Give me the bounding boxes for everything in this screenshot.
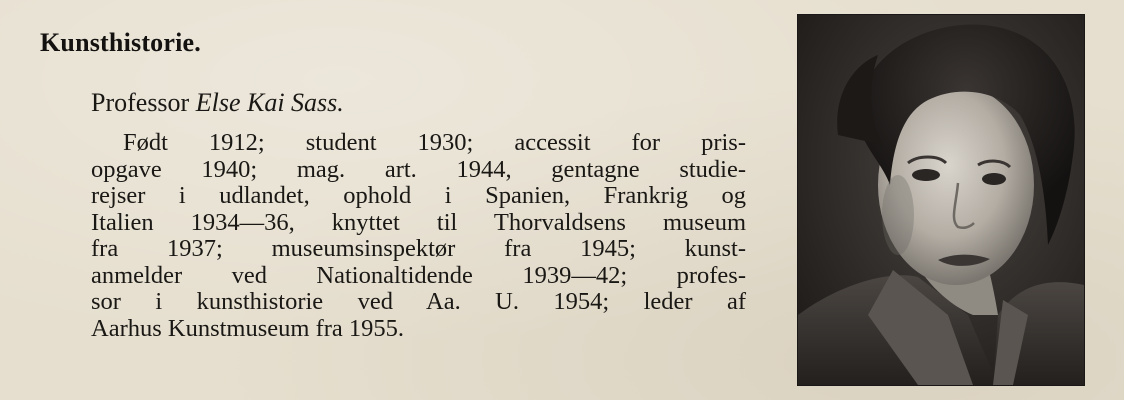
bio-line: fra 1937; museumsinspektør fra 1945; kunst- bbox=[91, 235, 746, 262]
bio-line: Født 1912; student 1930; accessit for pris- bbox=[123, 129, 746, 156]
bio-line: Aarhus Kunstmuseum fra 1955. bbox=[91, 314, 405, 342]
bio-line: Italien 1934—36, knyttet til Thorvaldsens museum bbox=[91, 208, 746, 236]
bio-line: anmelder ved Nationaltidende 1939—42; profes- bbox=[91, 261, 746, 289]
biography-paragraph bbox=[91, 130, 746, 342]
person-name: Else Kai Sass. bbox=[195, 88, 344, 117]
portrait-image bbox=[798, 15, 1084, 385]
person-name-line bbox=[91, 88, 344, 118]
portrait-photo bbox=[797, 14, 1085, 386]
section-heading: Kunsthistorie. bbox=[40, 28, 201, 57]
person-title: Professor bbox=[91, 88, 190, 117]
bio-line: sor i kunsthistorie ved Aa. U. 1954; leder af bbox=[91, 288, 746, 315]
bio-line: rejser i udlandet, ophold i Spanien, Frankrig og bbox=[91, 182, 746, 209]
bio-line: opgave 1940; mag. art. 1944, gentagne studie- bbox=[91, 155, 746, 183]
